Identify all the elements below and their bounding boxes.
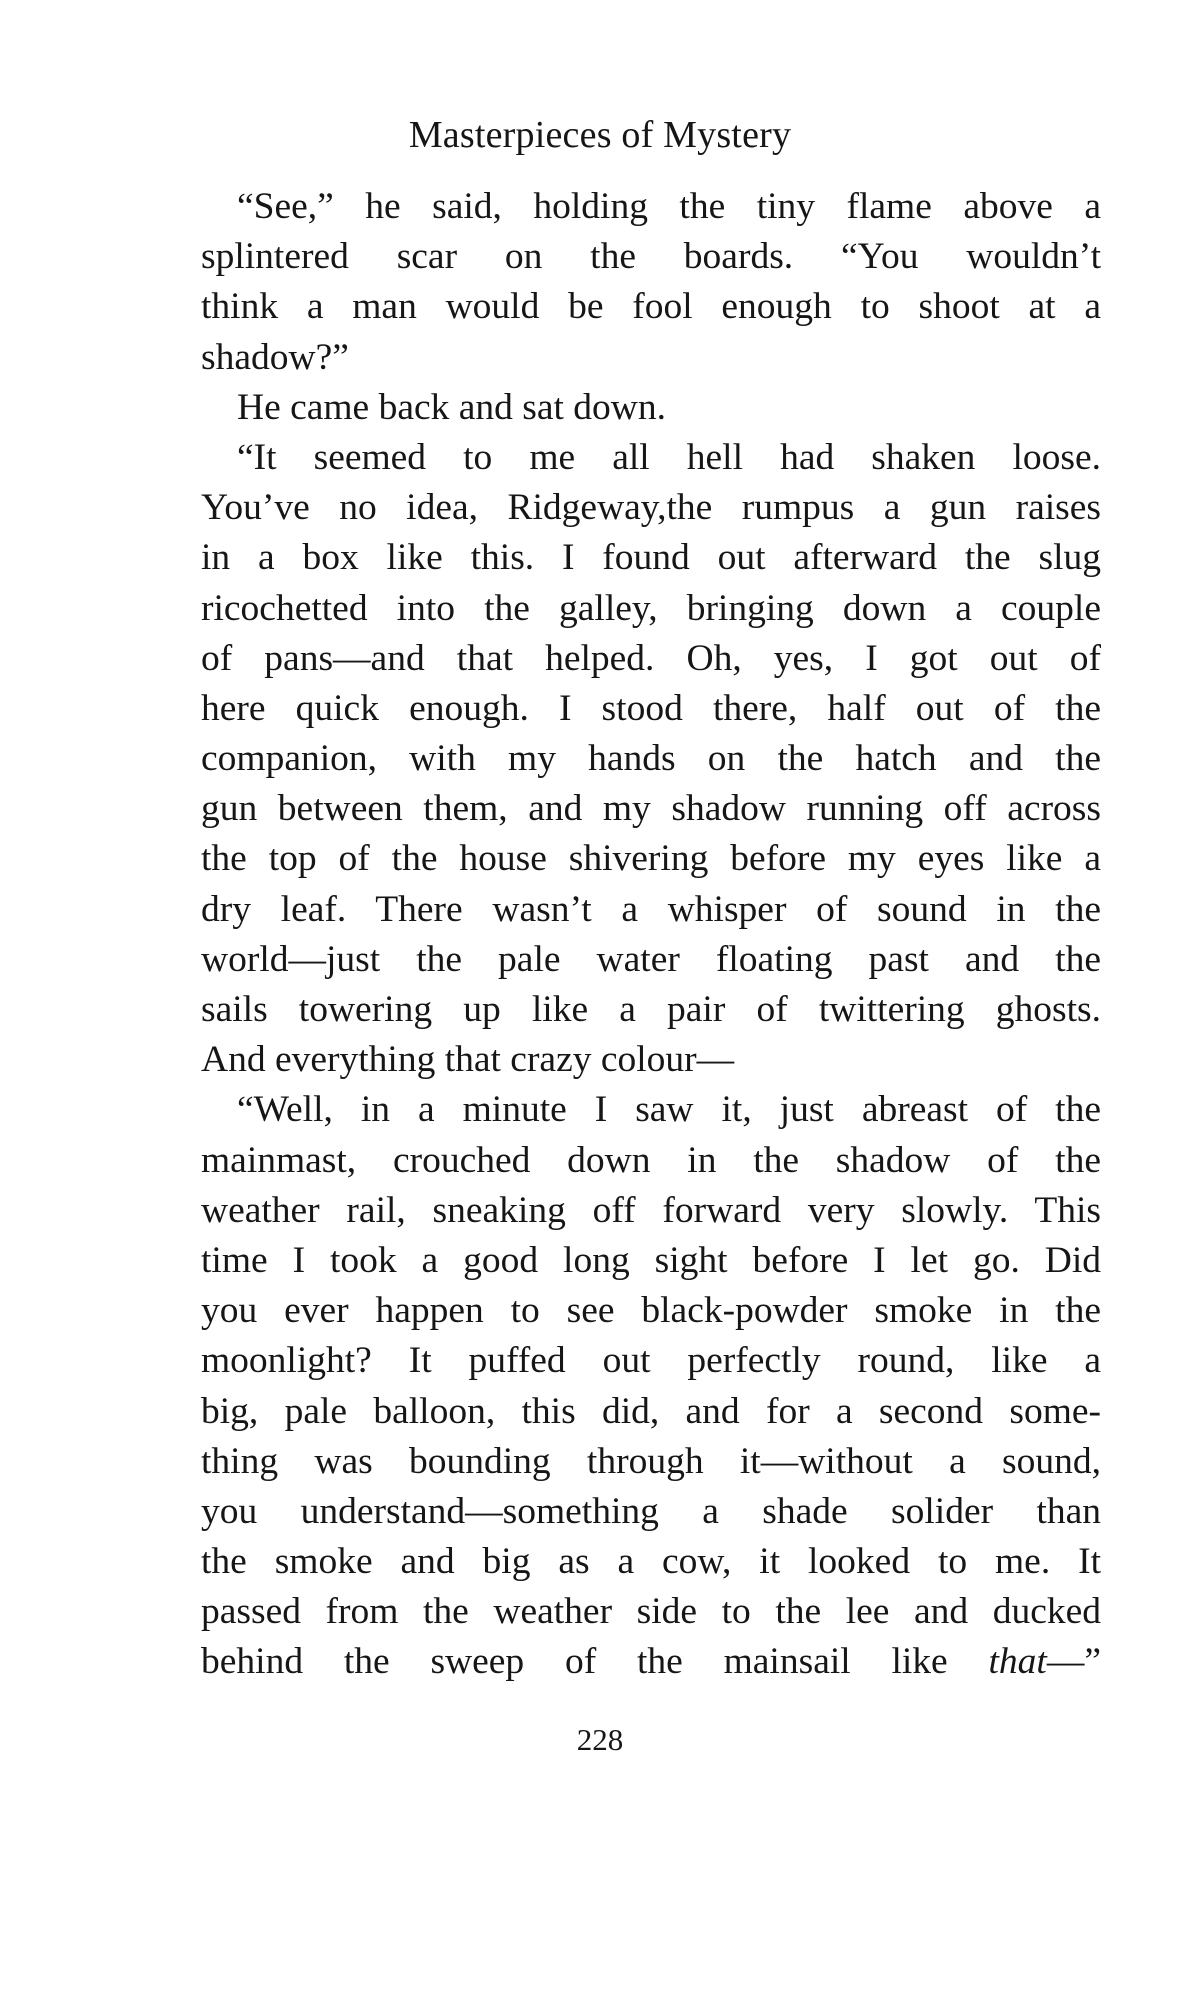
text-line: moonlight? It puffed out perfectly round, like a: [201, 1340, 1101, 1382]
running-head: Masterpieces of Mystery: [408, 114, 792, 156]
text-line: weather rail, sneaking off forward very slowly. This: [201, 1189, 1101, 1231]
text-line: “Well, in a minute I saw it, just abreast of the: [237, 1089, 1101, 1131]
final-line-text: behind the sweep of the mainsail like: [201, 1641, 989, 1683]
text-line: sails towering up like a pair of twittering ghosts.: [201, 989, 1101, 1030]
paragraph: [201, 433, 1101, 1085]
text-line: big, pale balloon, this did, and for a second some-: [201, 1390, 1101, 1432]
text-line: time I took a good long sight before I let go. Did: [201, 1239, 1101, 1281]
paragraph: [201, 1085, 1101, 1687]
text-line: “It seemed to me all hell had shaken loose.: [237, 436, 1101, 478]
text-line: ricochetted into the galley, bringing down a couple: [201, 587, 1101, 629]
text-line: you understand—something a shade solider than: [201, 1490, 1101, 1532]
text-line: here quick enough. I stood there, half out of the: [201, 687, 1101, 729]
paragraph: [201, 383, 1101, 433]
text-line: shadow?”: [201, 336, 349, 378]
text-line: passed from the weather side to the lee and ducked: [201, 1591, 1101, 1633]
text-line: mainmast, crouched down in the shadow of the: [201, 1139, 1101, 1181]
text-line: And everything that crazy colour—: [201, 1039, 735, 1081]
text-line: gun between them, and my shadow running off across: [201, 788, 1101, 830]
text-line: You’ve no idea, Ridgeway,the rumpus a gun raises: [201, 487, 1101, 529]
paragraph: [201, 182, 1101, 383]
text-line: of pans—and that helped. Oh, yes, I got out of: [201, 637, 1101, 679]
text-line: in a box like this. I found out afterward the slug: [201, 537, 1101, 579]
text-line: think a man would be fool enough to shoot at a: [201, 286, 1101, 328]
text-line: you ever happen to see black-powder smoke in the: [201, 1290, 1101, 1332]
text-line: dry leaf. There wasn’t a whisper of sound in the: [201, 888, 1101, 930]
text-line: He came back and sat down.: [237, 386, 666, 428]
text-line: splintered scar on the boards. “You wouldn’t: [201, 236, 1101, 278]
page-number: 228: [576, 1722, 624, 1757]
text-line: “See,” he said, holding the tiny flame above a: [237, 186, 1101, 227]
text-line: the smoke and big as a cow, it looked to me. It: [201, 1541, 1101, 1583]
text-line: the top of the house shivering before my eyes like a: [201, 838, 1101, 880]
text-line: world—just the pale water floating past and the: [201, 938, 1101, 980]
text-line: thing was bounding through it—without a sound,: [201, 1440, 1101, 1482]
text-line-final: [201, 1637, 1101, 1687]
closing-quote: —”: [1046, 1641, 1101, 1683]
body-text: [201, 182, 1101, 1688]
text-line: companion, with my hands on the hatch and the: [201, 738, 1101, 780]
italic-word: that: [988, 1641, 1047, 1683]
